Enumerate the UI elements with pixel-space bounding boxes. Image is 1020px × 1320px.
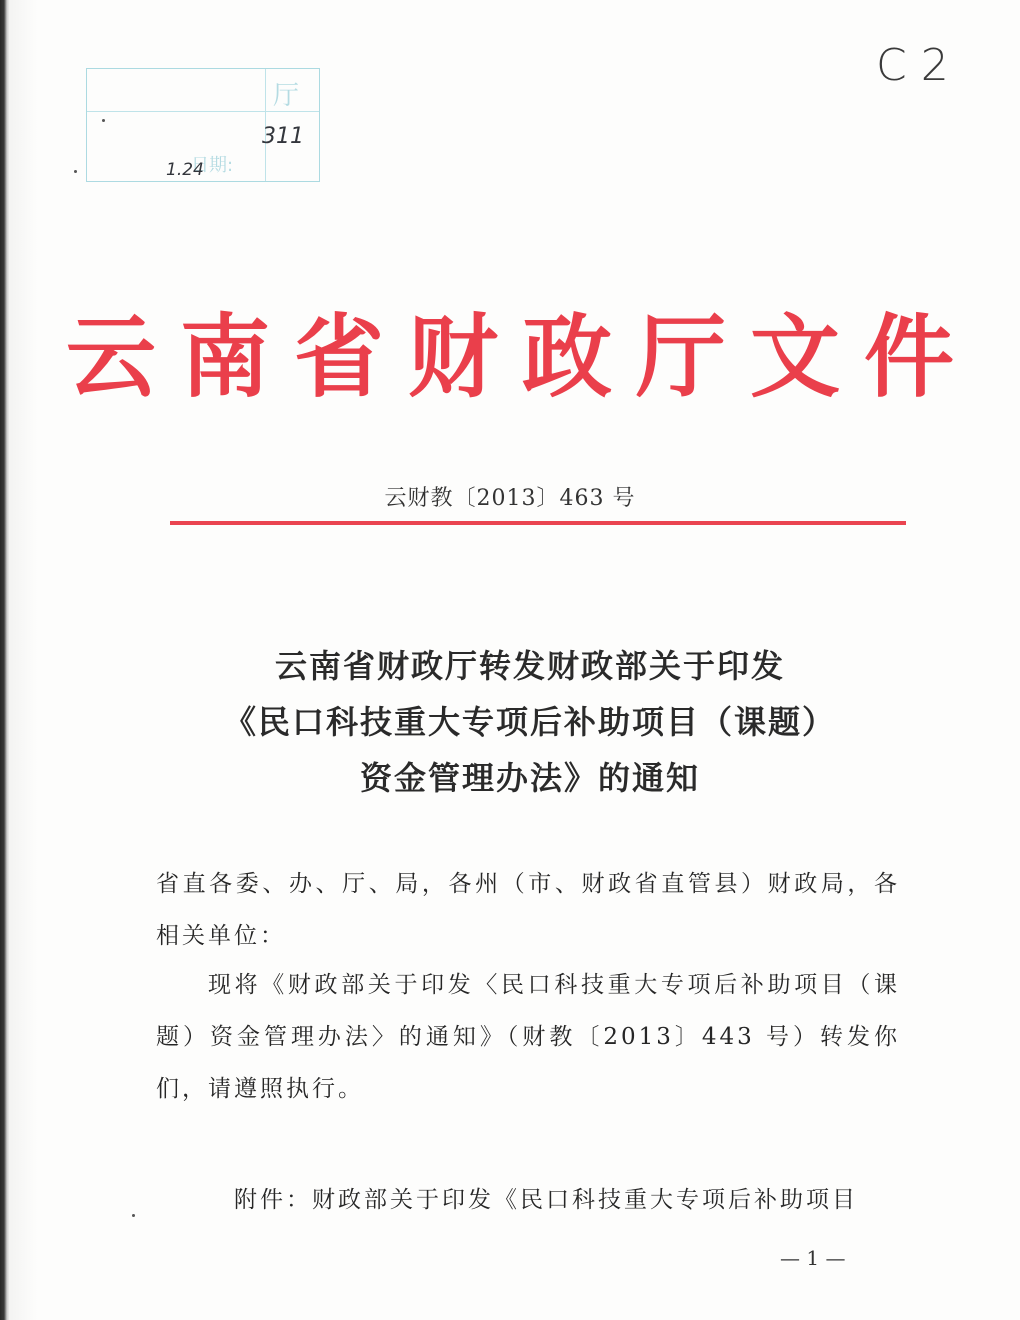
scan-shadow	[0, 0, 38, 1320]
scan-speck	[74, 170, 77, 173]
attachment-line: 附件：财政部关于印发《民口科技重大专项后补助项目	[234, 1187, 858, 1213]
scan-speck	[132, 1214, 135, 1217]
handwritten-receipt-number: 311	[262, 124, 304, 149]
document-number: 云财教〔2013〕463 号	[384, 486, 636, 511]
scan-speck	[102, 119, 105, 122]
agency-title: 云南省财政厅文件	[66, 304, 978, 410]
body-paragraph: 现将《财政部关于印发〈民口科技重大专项后补助项目（课题）资金管理办法〉的通知》（财教〔2013〕443 号）转发你们，请遵照执行。	[156, 972, 900, 1102]
addressee: 省直各委、办、厅、局，各州（市、财政省直管县）财政局，各相关单位：	[156, 871, 900, 949]
title-line: 资金管理办法》的通知	[359, 759, 700, 797]
handwritten-corner-code: C2	[876, 40, 963, 91]
page-number: — 1 —	[780, 1246, 846, 1270]
stamp-org-text: 厅	[273, 81, 300, 111]
title-line: 云南省财政厅转发财政部关于印发	[274, 647, 785, 685]
red-divider-rule	[170, 521, 906, 525]
title-line: 《民口科技重大专项后补助项目（课题）	[223, 703, 836, 741]
stamp-date-label: 日期:	[191, 155, 234, 176]
document-title	[160, 638, 900, 806]
handwritten-date: 1.24	[166, 160, 204, 180]
